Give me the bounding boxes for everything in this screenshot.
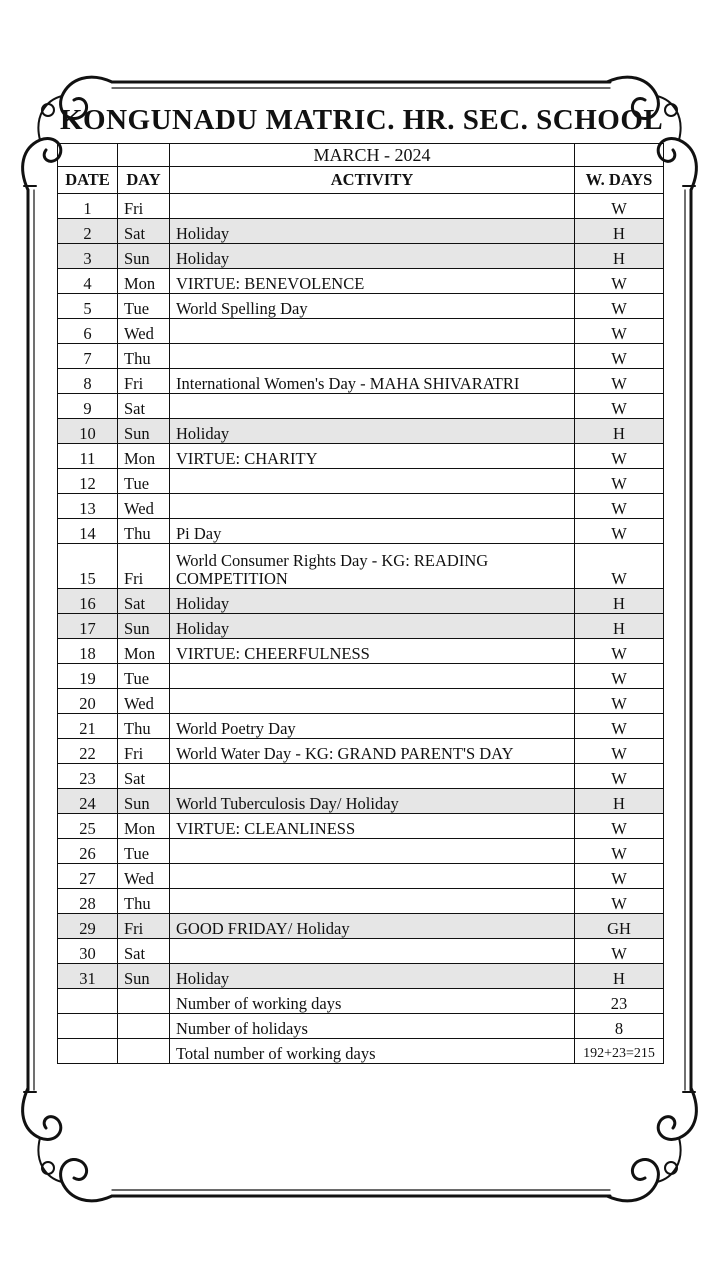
day-cell: Mon bbox=[118, 444, 170, 469]
table-row bbox=[58, 964, 664, 989]
date-cell: 5 bbox=[58, 294, 118, 319]
activity-cell: World Spelling Day bbox=[170, 294, 575, 319]
table-row bbox=[58, 294, 664, 319]
activity-cell bbox=[170, 939, 575, 964]
day-cell: Tue bbox=[118, 664, 170, 689]
date-cell: 23 bbox=[58, 764, 118, 789]
calendar-table bbox=[57, 143, 664, 1064]
corner-flourish-icon bbox=[23, 1088, 112, 1201]
day-cell: Tue bbox=[118, 469, 170, 494]
day-cell: Thu bbox=[118, 519, 170, 544]
summary-label: Number of holidays bbox=[170, 1014, 575, 1039]
status-cell: H bbox=[575, 614, 664, 639]
school-title: KONGUNADU MATRIC. HR. SEC. SCHOOL bbox=[60, 104, 664, 136]
col-header-wdays: W. DAYS bbox=[575, 167, 664, 194]
table-row bbox=[58, 444, 664, 469]
activity-cell: Holiday bbox=[170, 614, 575, 639]
day-cell: Tue bbox=[118, 839, 170, 864]
status-cell: GH bbox=[575, 914, 664, 939]
activity-cell bbox=[170, 394, 575, 419]
activity-cell: VIRTUE: CLEANLINESS bbox=[170, 814, 575, 839]
status-cell: W bbox=[575, 319, 664, 344]
date-cell: 16 bbox=[58, 589, 118, 614]
table-row bbox=[58, 344, 664, 369]
table-row bbox=[58, 839, 664, 864]
day-cell: Fri bbox=[118, 369, 170, 394]
activity-cell bbox=[170, 764, 575, 789]
activity-cell: World Water Day - KG: GRAND PARENT'S DAY bbox=[170, 739, 575, 764]
date-cell: 27 bbox=[58, 864, 118, 889]
table-row bbox=[58, 639, 664, 664]
activity-cell bbox=[170, 344, 575, 369]
day-cell: Fri bbox=[118, 544, 170, 589]
status-cell: W bbox=[575, 394, 664, 419]
status-cell: W bbox=[575, 444, 664, 469]
table-row bbox=[58, 714, 664, 739]
day-cell: Sun bbox=[118, 244, 170, 269]
activity-cell: International Women's Day - MAHA SHIVARATRI bbox=[170, 369, 575, 394]
day-cell: Sat bbox=[118, 394, 170, 419]
day-cell: Wed bbox=[118, 494, 170, 519]
date-cell: 13 bbox=[58, 494, 118, 519]
day-cell: Fri bbox=[118, 739, 170, 764]
status-cell: W bbox=[575, 839, 664, 864]
table-row bbox=[58, 914, 664, 939]
status-cell: W bbox=[575, 519, 664, 544]
summary-value: 23 bbox=[575, 989, 664, 1014]
table-row bbox=[58, 244, 664, 269]
summary-row bbox=[58, 989, 664, 1014]
day-cell: Thu bbox=[118, 889, 170, 914]
date-cell: 14 bbox=[58, 519, 118, 544]
col-header-day: DAY bbox=[118, 167, 170, 194]
status-cell: W bbox=[575, 194, 664, 219]
activity-cell: Holiday bbox=[170, 219, 575, 244]
day-cell: Mon bbox=[118, 639, 170, 664]
status-cell: W bbox=[575, 639, 664, 664]
table-row bbox=[58, 789, 664, 814]
status-cell: W bbox=[575, 344, 664, 369]
activity-cell bbox=[170, 664, 575, 689]
day-cell: Sun bbox=[118, 964, 170, 989]
summary-label: Total number of working days bbox=[170, 1039, 575, 1064]
date-cell: 26 bbox=[58, 839, 118, 864]
status-cell: W bbox=[575, 689, 664, 714]
date-cell: 8 bbox=[58, 369, 118, 394]
date-cell: 3 bbox=[58, 244, 118, 269]
status-cell: W bbox=[575, 294, 664, 319]
date-cell: 6 bbox=[58, 319, 118, 344]
day-cell: Sat bbox=[118, 219, 170, 244]
date-cell: 10 bbox=[58, 419, 118, 444]
day-cell: Wed bbox=[118, 689, 170, 714]
table-row bbox=[58, 589, 664, 614]
day-cell: Fri bbox=[118, 194, 170, 219]
day-cell: Fri bbox=[118, 914, 170, 939]
activity-cell bbox=[170, 494, 575, 519]
table-row bbox=[58, 689, 664, 714]
activity-cell bbox=[170, 469, 575, 494]
date-cell: 21 bbox=[58, 714, 118, 739]
activity-cell: GOOD FRIDAY/ Holiday bbox=[170, 914, 575, 939]
table-row bbox=[58, 394, 664, 419]
summary-label: Number of working days bbox=[170, 989, 575, 1014]
col-header-date: DATE bbox=[58, 167, 118, 194]
activity-cell: Holiday bbox=[170, 964, 575, 989]
status-cell: W bbox=[575, 814, 664, 839]
date-cell: 18 bbox=[58, 639, 118, 664]
date-cell: 9 bbox=[58, 394, 118, 419]
table-row bbox=[58, 419, 664, 444]
activity-cell bbox=[170, 319, 575, 344]
day-cell: Wed bbox=[118, 319, 170, 344]
summary-value: 8 bbox=[575, 1014, 664, 1039]
table-row bbox=[58, 319, 664, 344]
status-cell: W bbox=[575, 544, 664, 589]
activity-cell bbox=[170, 194, 575, 219]
status-cell: W bbox=[575, 764, 664, 789]
day-cell: Sat bbox=[118, 939, 170, 964]
status-cell: W bbox=[575, 369, 664, 394]
day-cell: Thu bbox=[118, 714, 170, 739]
day-cell: Mon bbox=[118, 814, 170, 839]
date-cell: 31 bbox=[58, 964, 118, 989]
activity-cell bbox=[170, 839, 575, 864]
table-row bbox=[58, 939, 664, 964]
activity-cell: VIRTUE: BENEVOLENCE bbox=[170, 269, 575, 294]
table-row bbox=[58, 269, 664, 294]
day-cell: Sun bbox=[118, 789, 170, 814]
status-cell: W bbox=[575, 939, 664, 964]
date-cell: 22 bbox=[58, 739, 118, 764]
day-cell: Sun bbox=[118, 419, 170, 444]
activity-cell: Holiday bbox=[170, 589, 575, 614]
month-row bbox=[58, 144, 664, 167]
day-cell: Wed bbox=[118, 864, 170, 889]
activity-cell: World Tuberculosis Day/ Holiday bbox=[170, 789, 575, 814]
date-cell: 15 bbox=[58, 544, 118, 589]
table-row bbox=[58, 614, 664, 639]
date-cell: 2 bbox=[58, 219, 118, 244]
date-cell: 25 bbox=[58, 814, 118, 839]
date-cell: 4 bbox=[58, 269, 118, 294]
activity-cell: Holiday bbox=[170, 419, 575, 444]
status-cell: H bbox=[575, 244, 664, 269]
date-cell: 7 bbox=[58, 344, 118, 369]
table-row bbox=[58, 469, 664, 494]
day-cell: Thu bbox=[118, 344, 170, 369]
status-cell: W bbox=[575, 714, 664, 739]
status-cell: W bbox=[575, 269, 664, 294]
status-cell: H bbox=[575, 219, 664, 244]
corner-flourish-icon bbox=[607, 1088, 696, 1201]
summary-row bbox=[58, 1039, 664, 1064]
day-cell: Sat bbox=[118, 589, 170, 614]
table-row bbox=[58, 739, 664, 764]
date-cell: 12 bbox=[58, 469, 118, 494]
status-cell: W bbox=[575, 469, 664, 494]
table-row bbox=[58, 889, 664, 914]
table-row bbox=[58, 219, 664, 244]
activity-cell: Pi Day bbox=[170, 519, 575, 544]
table-row bbox=[58, 519, 664, 544]
table-row bbox=[58, 494, 664, 519]
status-cell: W bbox=[575, 739, 664, 764]
status-cell: H bbox=[575, 964, 664, 989]
status-cell: W bbox=[575, 494, 664, 519]
activity-cell bbox=[170, 689, 575, 714]
activity-cell: World Poetry Day bbox=[170, 714, 575, 739]
table-row bbox=[58, 664, 664, 689]
summary-row bbox=[58, 1014, 664, 1039]
activity-cell: VIRTUE: CHEERFULNESS bbox=[170, 639, 575, 664]
day-cell: Sat bbox=[118, 764, 170, 789]
date-cell: 17 bbox=[58, 614, 118, 639]
status-cell: W bbox=[575, 864, 664, 889]
date-cell: 29 bbox=[58, 914, 118, 939]
table-row bbox=[58, 369, 664, 394]
activity-cell: VIRTUE: CHARITY bbox=[170, 444, 575, 469]
date-cell: 30 bbox=[58, 939, 118, 964]
status-cell: W bbox=[575, 889, 664, 914]
status-cell: W bbox=[575, 664, 664, 689]
date-cell: 19 bbox=[58, 664, 118, 689]
status-cell: H bbox=[575, 589, 664, 614]
table-row bbox=[58, 764, 664, 789]
status-cell: H bbox=[575, 419, 664, 444]
table-row bbox=[58, 544, 664, 589]
col-header-activity: ACTIVITY bbox=[170, 167, 575, 194]
summary-value: 192+23=215 bbox=[575, 1039, 664, 1064]
month-label: MARCH - 2024 bbox=[170, 144, 575, 167]
day-cell: Sun bbox=[118, 614, 170, 639]
header-row bbox=[58, 167, 664, 194]
activity-cell bbox=[170, 889, 575, 914]
table-row bbox=[58, 194, 664, 219]
table-row bbox=[58, 864, 664, 889]
activity-cell bbox=[170, 864, 575, 889]
activity-cell: World Consumer Rights Day - KG: READING COMPETITION bbox=[170, 544, 575, 589]
date-cell: 24 bbox=[58, 789, 118, 814]
activity-cell: Holiday bbox=[170, 244, 575, 269]
date-cell: 20 bbox=[58, 689, 118, 714]
day-cell: Mon bbox=[118, 269, 170, 294]
day-cell: Tue bbox=[118, 294, 170, 319]
date-cell: 11 bbox=[58, 444, 118, 469]
table-row bbox=[58, 814, 664, 839]
date-cell: 28 bbox=[58, 889, 118, 914]
status-cell: H bbox=[575, 789, 664, 814]
date-cell: 1 bbox=[58, 194, 118, 219]
